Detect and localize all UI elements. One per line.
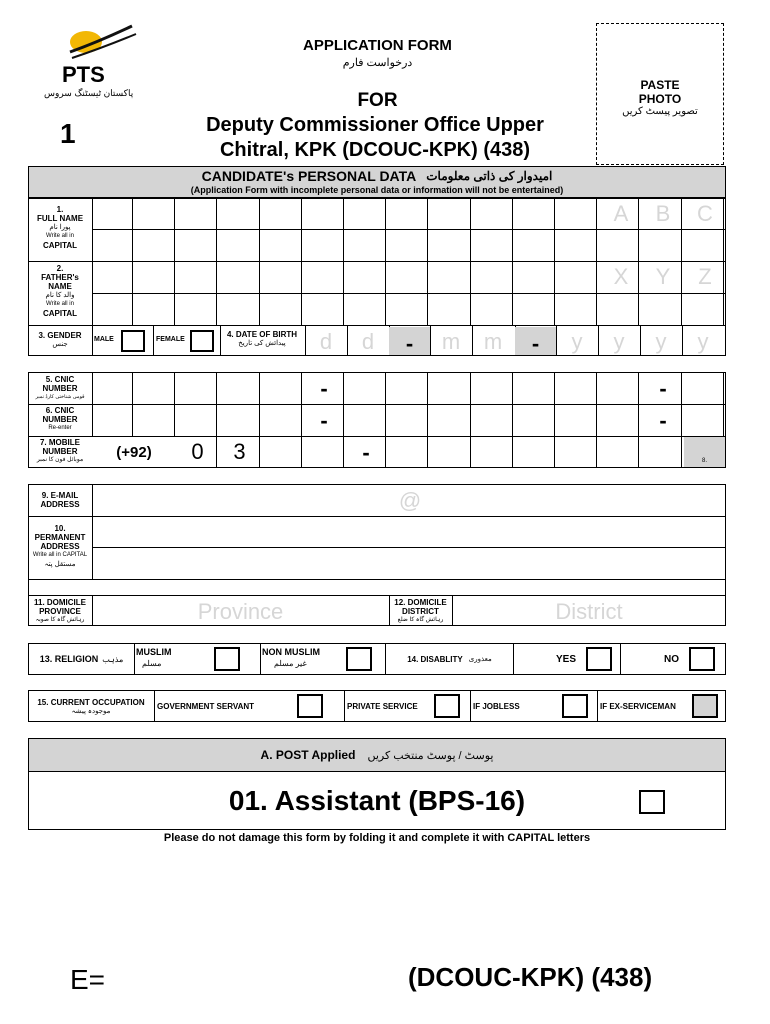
cnic-box-divider	[427, 372, 428, 468]
mobile-sep: -	[362, 439, 370, 465]
personal-title-urdu: امیدوار کی ذاتی معلومات	[426, 169, 553, 183]
father-name-ghost-2: Y	[655, 264, 671, 289]
occupation-urdu: موجودہ پیشہ	[71, 708, 111, 715]
email-at-ghost: @	[398, 487, 422, 513]
dob-d1[interactable]: d	[319, 329, 333, 354]
disability-no-checkbox[interactable]	[689, 647, 715, 671]
ex-serviceman-checkbox[interactable]	[692, 694, 718, 718]
dob-sep-1: -	[405, 331, 414, 356]
domicile-district-label	[390, 598, 451, 625]
gender-label	[30, 331, 90, 349]
full-name-hint: Write all in	[46, 233, 74, 239]
disability-label	[386, 644, 513, 674]
province-ghost[interactable]: Province	[197, 598, 284, 624]
name-box-divider	[132, 198, 133, 326]
cnic-re-text: 6. CNIC	[45, 406, 75, 415]
mobile-label	[30, 438, 90, 465]
dob-urdu: پیدائش کی تاریخ	[238, 340, 286, 347]
name-box-divider	[427, 198, 428, 326]
full-name-label	[30, 205, 90, 250]
full-name-ghost-1: A	[613, 201, 629, 226]
email-text2: ADDRESS	[40, 500, 80, 509]
district-ghost[interactable]: District	[555, 598, 623, 624]
footer-note: Please do not damage this form by folding it and complete it with CAPITAL letters	[163, 832, 591, 844]
form-number: 1	[60, 118, 76, 149]
post-header-row	[29, 739, 725, 771]
father-name-hint2: CAPITAL	[42, 309, 78, 318]
dob-m1[interactable]: m	[441, 329, 461, 354]
province-text2: PROVINCE	[39, 607, 81, 616]
mobile-code: (+92)	[116, 443, 152, 461]
address-label	[30, 524, 90, 569]
address-input-1[interactable]	[93, 517, 725, 547]
gov-servant-checkbox[interactable]	[297, 694, 323, 718]
mobile-digit-2: 3	[233, 439, 246, 464]
cnic-box-divider	[638, 372, 639, 468]
name-box-divider	[259, 198, 260, 326]
occupation-label	[30, 698, 152, 716]
father-name-urdu: والد کا نام	[45, 292, 75, 299]
logo-subtitle: پاکستان ٹیسٹنگ سروس	[44, 88, 134, 98]
full-name-urdu: پورا نام	[49, 224, 71, 231]
dob-y4[interactable]: y	[697, 329, 709, 354]
personal-title: CANDIDATE's PERSONAL DATA	[201, 168, 417, 184]
cnic-text: 5. CNIC	[45, 375, 75, 384]
post-row	[28, 772, 726, 830]
district-text2: DISTRICT	[402, 607, 439, 616]
mobile-tiny: 8.	[702, 458, 708, 464]
jobless-label: IF JOBLESS	[473, 702, 520, 711]
cnic-sep-2: -	[659, 375, 667, 401]
muslim-label: MUSLIM	[136, 647, 172, 657]
email-label	[30, 491, 90, 509]
cnic-label	[30, 375, 90, 402]
non-muslim-label: NON MUSLIM	[262, 647, 320, 657]
photo-line-2: PHOTO	[638, 92, 682, 106]
address-urdu: مستقل پتہ	[44, 561, 76, 568]
dob-label	[222, 330, 302, 348]
cnic-re-text2: NUMBER	[42, 415, 78, 424]
post-header-text: A. POST Applied	[260, 748, 356, 762]
personal-data-header	[28, 166, 726, 198]
religion-label	[29, 644, 134, 674]
post-checkbox[interactable]	[639, 790, 665, 814]
form-title: APPLICATION FORM	[303, 37, 452, 54]
male-label: MALE	[94, 336, 114, 343]
bottom-left-text: E=	[70, 964, 106, 995]
personal-title-row	[29, 168, 725, 184]
district-urdu: رہائش گاہ کا ضلع	[397, 617, 444, 623]
father-name-ghost-3: Z	[698, 264, 712, 289]
domicile-province-label	[30, 598, 90, 625]
email-text: 9. E-MAIL	[41, 491, 79, 500]
non-muslim-checkbox[interactable]	[346, 647, 372, 671]
dob-y1[interactable]: y	[571, 329, 583, 354]
dob-m2[interactable]: m	[483, 329, 503, 354]
female-checkbox[interactable]	[190, 330, 214, 352]
disability-urdu: معذوری	[468, 656, 492, 663]
jobless-checkbox[interactable]	[562, 694, 588, 718]
mobile-digit-1: 0	[191, 439, 204, 464]
address-hint: Write all in CAPITAL	[32, 552, 88, 558]
gender-text: 3. GENDER	[38, 331, 82, 340]
post-header	[28, 738, 726, 772]
cnic-re-sep-1: -	[320, 407, 328, 433]
mobile-urdu: موبائل فون کا نمبر	[36, 457, 84, 463]
province-urdu: رہائش گاہ کا صوبہ	[35, 617, 85, 623]
pts-logo-icon	[58, 22, 138, 62]
address-text: PERMANENT	[34, 533, 86, 542]
cnic-text2: NUMBER	[42, 384, 78, 393]
private-service-checkbox[interactable]	[434, 694, 460, 718]
bottom-right-text: (DCOUC-KPK) (438)	[408, 962, 653, 992]
photo-line-1: PASTE	[640, 78, 680, 92]
disability-yes-checkbox[interactable]	[586, 647, 612, 671]
gov-servant-label: GOVERNMENT SERVANT	[157, 702, 255, 711]
father-name-number: 2.	[56, 264, 64, 273]
cnic-urdu: قومی شناختی کارڈ نمبر	[35, 394, 85, 400]
post-header-urdu: پوسٹ / پوسٹ منتخب کریں	[367, 749, 494, 762]
name-box-divider	[512, 198, 513, 326]
mobile-text: 7. MOBILE	[39, 438, 80, 447]
org-line-1: Deputy Commissioner Office Upper	[206, 114, 544, 136]
for-label: FOR	[357, 90, 398, 111]
name-box-divider	[301, 198, 302, 326]
religion-urdu: مذہب	[102, 654, 124, 664]
address-text2: ADDRESS	[40, 542, 80, 551]
personal-note: (Application Form with incomplete personal data or information will not be entertained)	[190, 185, 564, 195]
cnic-re-sep-2: -	[659, 407, 667, 433]
full-name-ghost-3: C	[697, 201, 713, 226]
cnic-box-divider	[512, 372, 513, 468]
dob-y2[interactable]: y	[613, 329, 625, 354]
name-box-divider	[343, 198, 344, 326]
occupation-text: 15. CURRENT OCCUPATION	[37, 698, 145, 707]
post-name: 01. Assistant (BPS-16)	[228, 785, 526, 816]
photo-urdu: تصویر پیسٹ کریں	[622, 106, 698, 117]
name-box-divider	[385, 198, 386, 326]
province-text: 11. DOMICILE	[33, 598, 86, 607]
address-input-2[interactable]	[93, 548, 725, 578]
name-box-divider	[216, 198, 217, 326]
cnic-box-divider	[470, 372, 471, 468]
cnic-box-divider	[301, 372, 302, 468]
disability-yes-label: YES	[556, 654, 577, 665]
full-name-text: FULL NAME	[36, 214, 84, 223]
form-title-urdu: درخواست فارم	[342, 57, 413, 69]
full-name-ghost-2: B	[655, 201, 671, 226]
name-box-divider	[554, 198, 555, 326]
name-box-divider	[470, 198, 471, 326]
cnic-re-hint: Re-enter	[48, 425, 72, 431]
female-label: FEMALE	[156, 336, 185, 343]
photo-box[interactable]	[596, 23, 724, 165]
father-name-ghost-1: X	[613, 264, 629, 289]
private-service-label: PRIVATE SERVICE	[347, 702, 418, 711]
logo-text: PTS	[62, 62, 105, 87]
name-box-divider	[596, 198, 597, 326]
mobile-text2: NUMBER	[42, 447, 78, 456]
gender-urdu: جنس	[52, 341, 68, 348]
muslim-urdu: مسلم	[142, 659, 162, 668]
dob-d2[interactable]: d	[361, 329, 375, 354]
district-text: 12. DOMICILE	[394, 598, 447, 607]
cnic-re-label	[30, 406, 90, 433]
father-name-hint: Write all in	[46, 301, 74, 307]
address-number: 10.	[54, 524, 66, 533]
cnic-box-divider	[554, 372, 555, 468]
religion-text: 13. RELIGION	[39, 654, 99, 664]
cnic-box-divider	[596, 372, 597, 468]
full-name-hint2: CAPITAL	[42, 241, 78, 250]
dob-text: 4. DATE OF BIRTH	[226, 330, 298, 339]
name-box-divider	[92, 198, 93, 326]
disability-no-label: NO	[664, 654, 679, 665]
muslim-checkbox[interactable]	[214, 647, 240, 671]
father-name-label	[30, 264, 90, 318]
full-name-number: 1.	[56, 205, 64, 214]
pts-logo	[40, 22, 150, 102]
org-line-2: Chitral, KPK (DCOUC-KPK) (438)	[219, 139, 531, 161]
dob-sep-2: -	[531, 331, 540, 356]
disability-text: 14. DISABLITY	[407, 654, 463, 664]
father-name-text2: NAME	[48, 282, 72, 291]
male-checkbox[interactable]	[121, 330, 145, 352]
dob-y3[interactable]: y	[655, 329, 667, 354]
ex-serviceman-label: IF EX-SERVICEMAN	[600, 702, 676, 711]
name-box-divider	[174, 198, 175, 326]
cnic-sep-1: -	[320, 375, 328, 401]
non-muslim-urdu: غیر مسلم	[274, 659, 307, 668]
father-name-text: FATHER's	[41, 273, 79, 282]
